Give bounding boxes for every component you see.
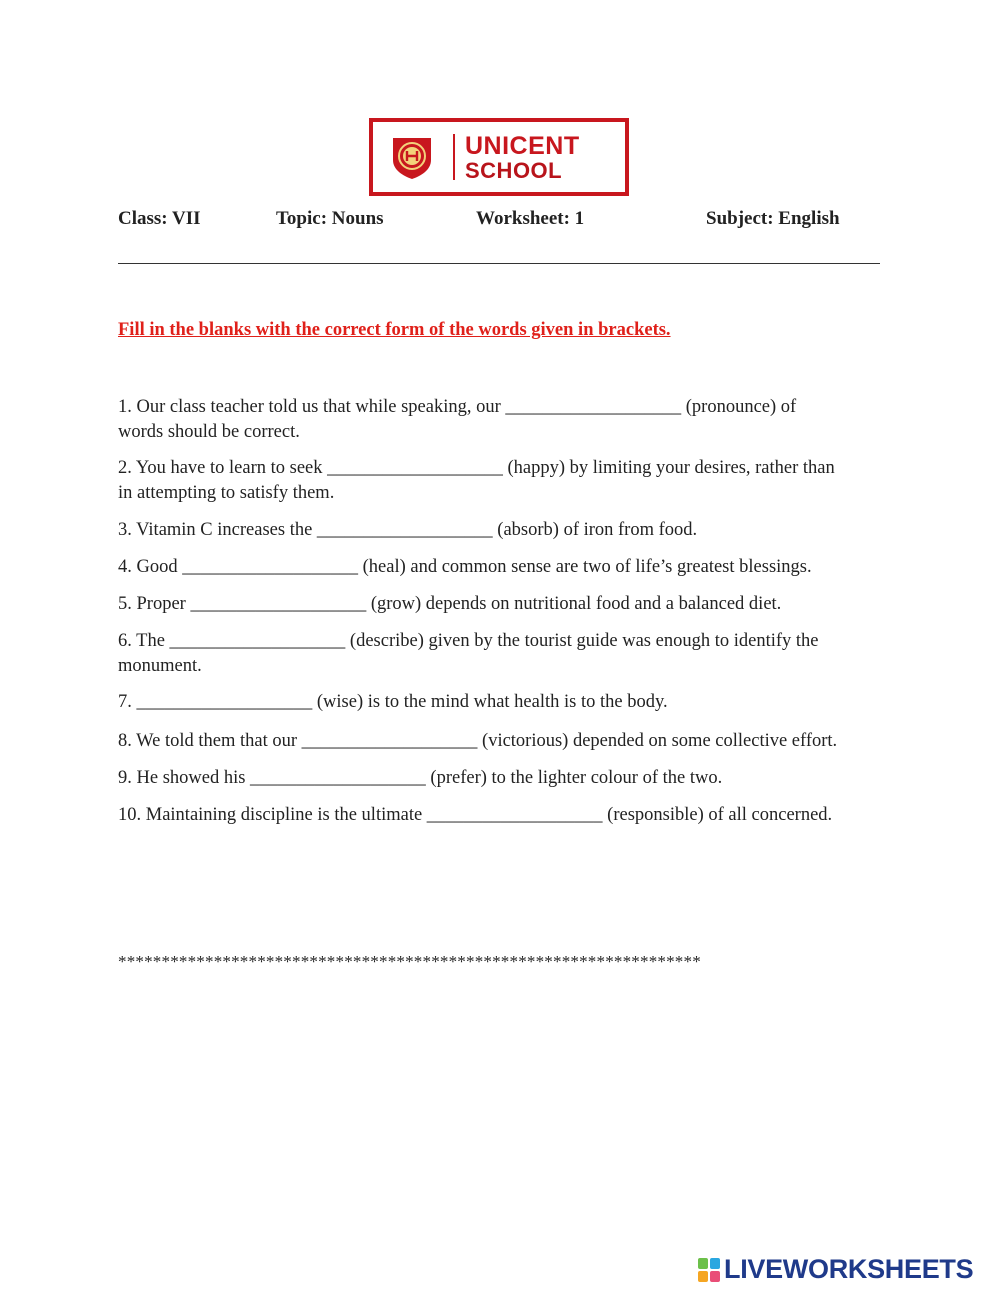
liveworksheets-logo-icon bbox=[698, 1258, 720, 1282]
question-line: 4. Good ___________________ (heal) and common sense are two of life’s greatest blessings. bbox=[118, 557, 812, 577]
question-line: 8. We told them that our ___________________ (victorious) depended on some collective effort. bbox=[118, 731, 838, 751]
class-label: Class: VII bbox=[118, 208, 201, 229]
question-item bbox=[118, 555, 888, 580]
question-item bbox=[118, 456, 888, 506]
question-item bbox=[118, 592, 888, 617]
worksheet-label: Worksheet: 1 bbox=[476, 208, 585, 229]
logo-text-unicent: UNICENT bbox=[465, 132, 580, 160]
question-line: 5. Proper ___________________ (grow) depends on nutritional food and a balanced diet. bbox=[118, 594, 782, 614]
subject-label: Subject: English bbox=[706, 208, 840, 229]
question-line: 7. ___________________ (wise) is to the mind what health is to the body. bbox=[118, 692, 668, 712]
question-line: 6. The ___________________ (describe) given by the tourist guide was enough to identify the bbox=[118, 631, 819, 651]
question-item bbox=[118, 803, 888, 828]
question-line: 10. Maintaining discipline is the ultimate ___________________ (responsible) of all concerned. bbox=[118, 805, 833, 825]
question-item bbox=[118, 690, 888, 715]
school-crest-icon bbox=[389, 134, 435, 180]
question-item bbox=[118, 766, 888, 791]
liveworksheets-watermark: LIVEWORKSHEETS bbox=[724, 1254, 974, 1284]
question-line: words should be correct. bbox=[118, 422, 300, 442]
logo-divider bbox=[453, 134, 455, 180]
question-line: 9. He showed his ___________________ (prefer) to the lighter colour of the two. bbox=[118, 768, 723, 788]
question-line: 3. Vitamin C increases the ___________________ (absorb) of iron from food. bbox=[118, 520, 698, 540]
question-line: 2. You have to learn to seek ___________________ (happy) by limiting your desires, rather than bbox=[118, 458, 835, 478]
question-item bbox=[118, 729, 888, 754]
end-divider-stars: ******************************************************************* bbox=[118, 952, 701, 971]
header-divider bbox=[118, 263, 880, 264]
question-item bbox=[118, 395, 888, 445]
instruction-text: Fill in the blanks with the correct form of the words given in brackets. bbox=[118, 320, 671, 340]
question-item bbox=[118, 518, 888, 543]
question-line: 1. Our class teacher told us that while speaking, our ___________________ (pronounce) of bbox=[118, 397, 797, 417]
question-line: monument. bbox=[118, 656, 202, 676]
school-logo bbox=[369, 118, 629, 196]
logo-text-school: SCHOOL bbox=[465, 158, 563, 183]
question-line: in attempting to satisfy them. bbox=[118, 483, 335, 503]
topic-label: Topic: Nouns bbox=[276, 208, 384, 229]
question-item bbox=[118, 629, 888, 679]
